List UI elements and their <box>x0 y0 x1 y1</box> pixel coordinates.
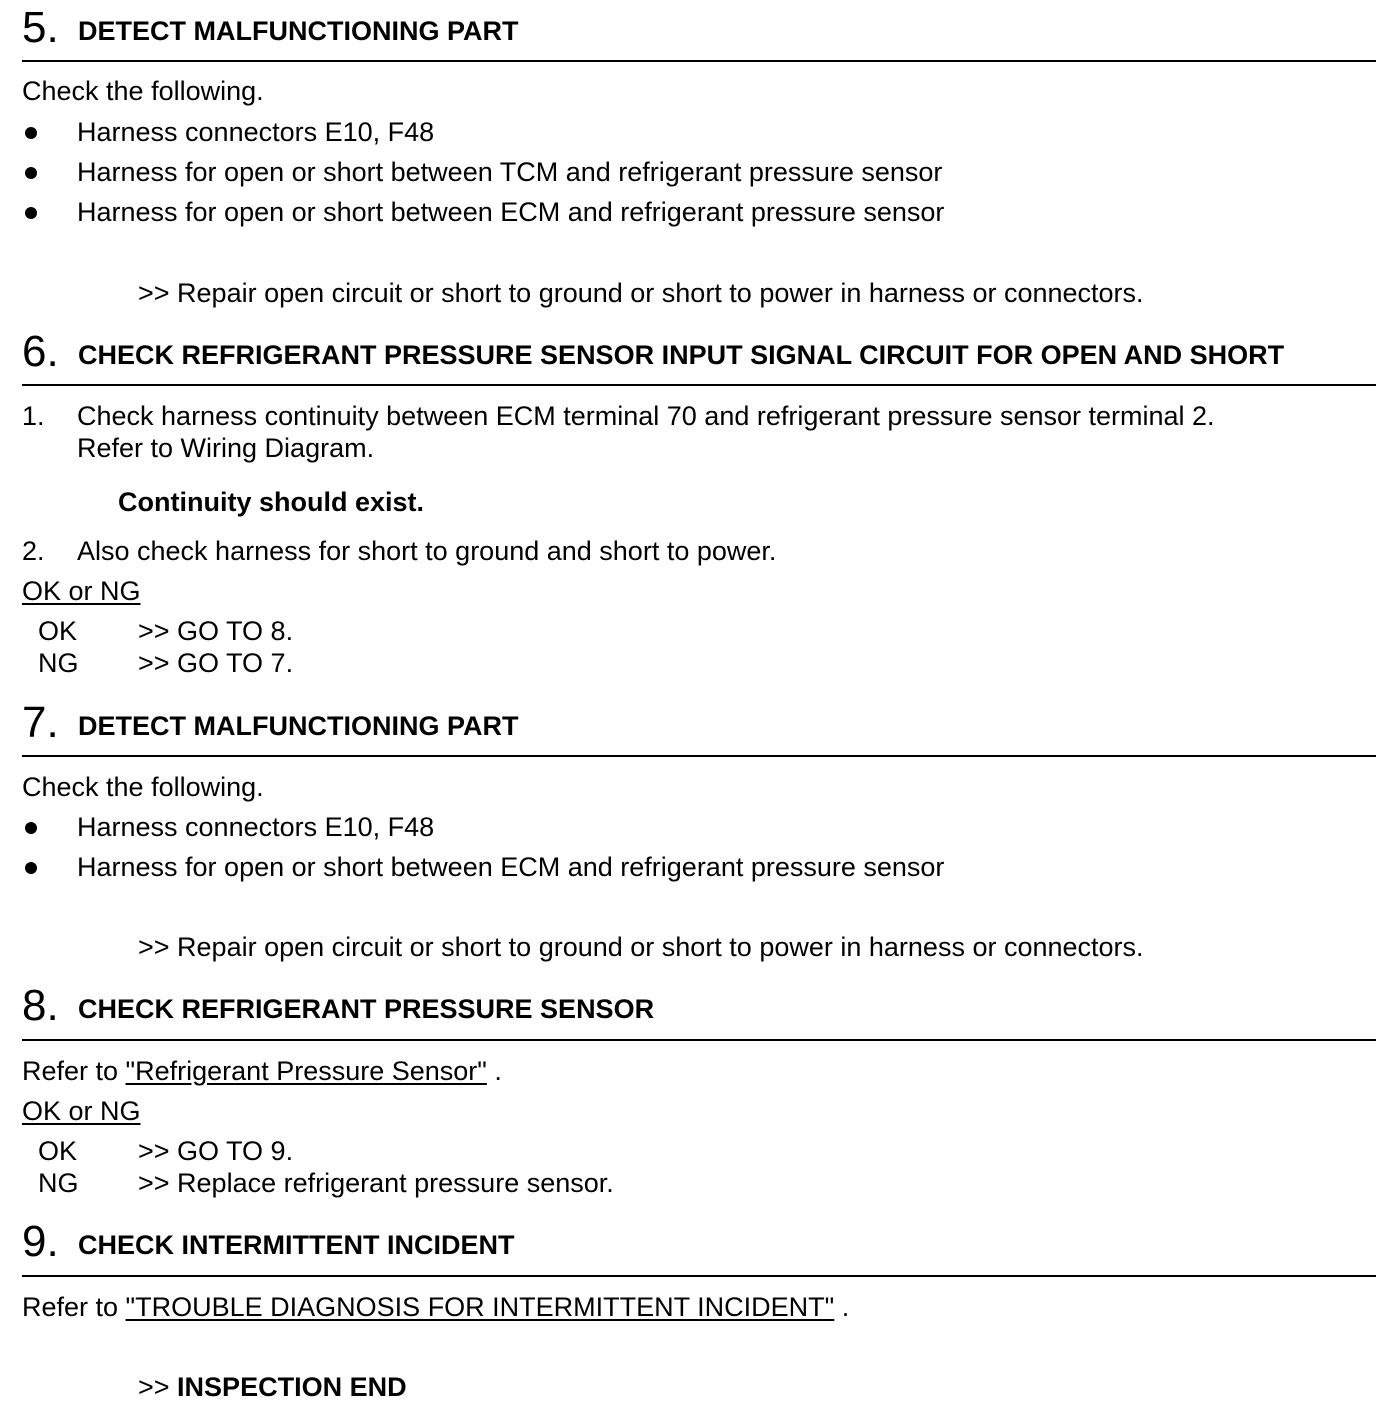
step8-ok-label: OK <box>38 1136 78 1166</box>
step9-number: 9. <box>22 1217 59 1266</box>
step8-refer-prefix: Refer to <box>22 1056 126 1086</box>
bullet-icon <box>25 167 37 179</box>
step8-number: 8. <box>22 981 59 1030</box>
step5-intro: Check the following. <box>22 76 264 106</box>
bullet-icon <box>25 862 37 874</box>
inspection-end-prefix: >> <box>138 1372 178 1402</box>
step5-bullet-3: Harness for open or short between ECM and refrigerant pressure sensor <box>77 197 945 227</box>
bullet-icon <box>25 207 37 219</box>
step8-rule <box>22 1039 1376 1041</box>
inspection-end <box>138 1372 407 1402</box>
step6-item1-line2: Refer to Wiring Diagram. <box>77 433 375 463</box>
step6-title: CHECK REFRIGERANT PRESSURE SENSOR INPUT SIGNAL CIRCUIT FOR OPEN AND SHORT <box>78 340 1285 370</box>
step6-ok-ng-title: OK or NG <box>22 576 141 606</box>
step5-number: 5. <box>22 3 59 52</box>
step6-rule <box>22 384 1376 386</box>
step8-ok-action: >> GO TO 9. <box>138 1136 294 1166</box>
bullet-icon <box>25 822 37 834</box>
step9-refer-suffix: . <box>834 1292 850 1322</box>
step6-item1-line1: Check harness continuity between ECM terminal 70 and refrigerant pressure sensor terminal 2. <box>77 401 1215 431</box>
step7-bullet-1: Harness connectors E10, F48 <box>77 812 435 842</box>
intermittent-incident-link[interactable]: "TROUBLE DIAGNOSIS FOR INTERMITTENT INCIDENT" <box>125 1292 835 1322</box>
step8-refer <box>22 1056 502 1086</box>
inspection-end-label: INSPECTION END <box>177 1372 407 1402</box>
step6-ok-label: OK <box>38 616 78 646</box>
step7-rule <box>22 755 1376 757</box>
refrigerant-pressure-sensor-link[interactable]: "Refrigerant Pressure Sensor" <box>125 1056 487 1086</box>
step7-bullet-2: Harness for open or short between ECM and refrigerant pressure sensor <box>77 852 945 882</box>
step8-title: CHECK REFRIGERANT PRESSURE SENSOR <box>78 994 655 1024</box>
step9-rule <box>22 1275 1376 1277</box>
step6-ng-label: NG <box>38 648 79 678</box>
step9-title: CHECK INTERMITTENT INCIDENT <box>78 1230 515 1260</box>
step5-rule <box>22 60 1376 62</box>
step5-title: DETECT MALFUNCTIONING PART <box>78 16 519 46</box>
step6-item1-number: 1. <box>22 401 45 431</box>
step6-ok-action: >> GO TO 8. <box>138 616 294 646</box>
step5-action: >> Repair open circuit or short to ground or short to power in harness or connectors. <box>138 278 1144 308</box>
bullet-icon <box>25 127 37 139</box>
step8-refer-suffix: . <box>486 1056 502 1086</box>
step7-number: 7. <box>22 698 59 747</box>
step9-refer-prefix: Refer to <box>22 1292 126 1322</box>
step6-item2-number: 2. <box>22 536 45 566</box>
step5-bullet-1: Harness connectors E10, F48 <box>77 117 435 147</box>
step8-ng-label: NG <box>38 1168 79 1198</box>
step6-spec: Continuity should exist. <box>118 487 425 517</box>
step6-ng-action: >> GO TO 7. <box>138 648 294 678</box>
step5-bullet-2: Harness for open or short between TCM and refrigerant pressure sensor <box>77 157 943 187</box>
step7-action: >> Repair open circuit or short to ground or short to power in harness or connectors. <box>138 932 1144 962</box>
step8-ng-action: >> Replace refrigerant pressure sensor. <box>138 1168 614 1198</box>
step7-title: DETECT MALFUNCTIONING PART <box>78 711 519 741</box>
step7-intro: Check the following. <box>22 772 264 802</box>
step6-number: 6. <box>22 327 59 376</box>
step6-item2: Also check harness for short to ground and short to power. <box>77 536 777 566</box>
step9-refer <box>22 1292 849 1322</box>
step8-ok-ng-title: OK or NG <box>22 1096 141 1126</box>
